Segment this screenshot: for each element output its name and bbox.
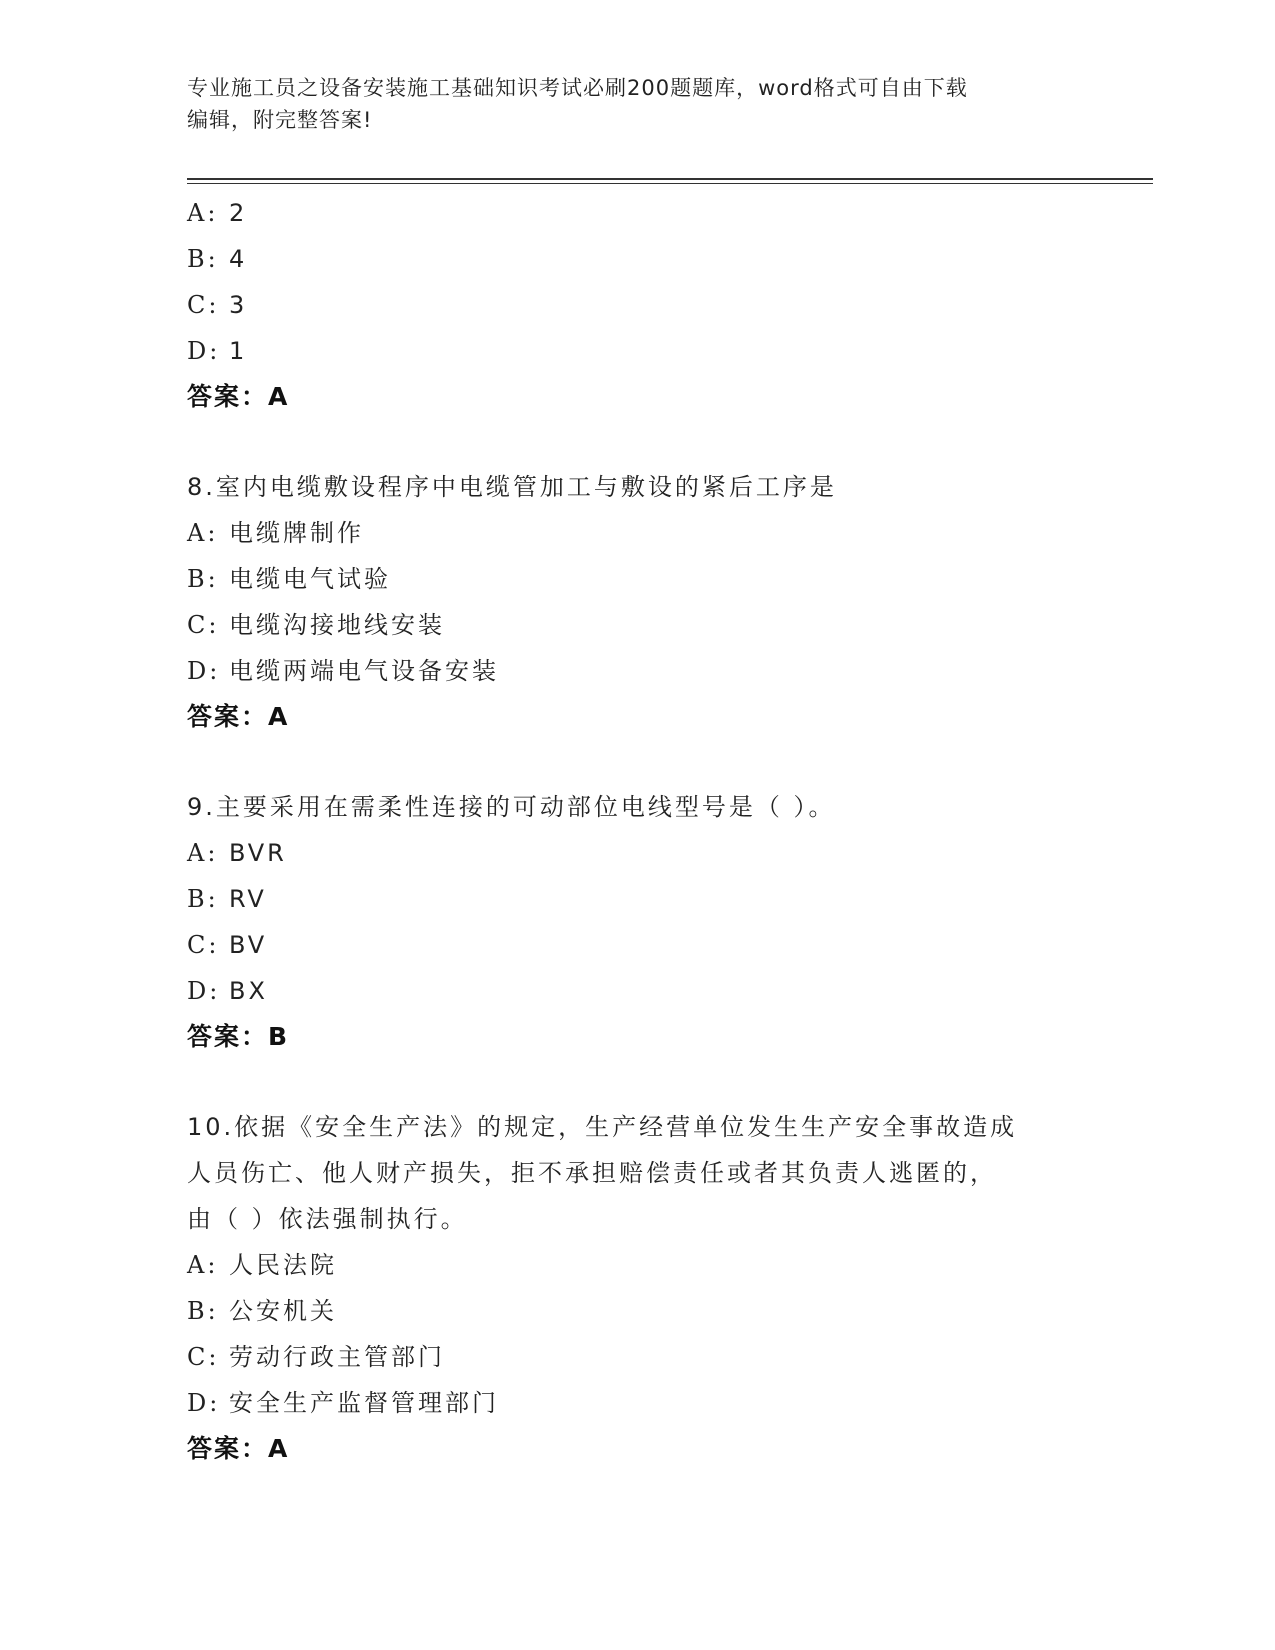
option-d	[187, 648, 1087, 694]
option-c	[187, 282, 1087, 328]
option-d	[187, 1380, 1087, 1426]
option-text: 公安机关	[229, 1297, 337, 1325]
question-8	[187, 464, 1087, 740]
option-text: 电缆牌制作	[229, 519, 364, 547]
option-text: BVR	[229, 839, 287, 867]
question-stem: 9.主要采用在需柔性连接的可动部位电线型号是（ ）。	[187, 793, 836, 821]
option-b	[187, 876, 1087, 922]
question-7	[187, 190, 1087, 420]
option-key: A:	[187, 519, 219, 547]
option-d	[187, 968, 1087, 1014]
question-stem: 8.室内电缆敷设程序中电缆管加工与敷设的紧后工序是	[187, 473, 837, 501]
option-a	[187, 510, 1087, 556]
question-10	[187, 1104, 1087, 1472]
option-b	[187, 556, 1087, 602]
header-divider	[187, 178, 1153, 184]
option-text: 劳动行政主管部门	[229, 1343, 445, 1371]
option-a	[187, 1242, 1087, 1288]
option-key: D:	[187, 337, 221, 365]
header-line-2: 编辑，附完整答案!	[187, 108, 373, 132]
option-key: C:	[187, 291, 220, 319]
option-key: A:	[187, 199, 219, 227]
option-text: 3	[229, 291, 248, 319]
option-key: B:	[187, 245, 219, 273]
option-text: BX	[229, 977, 268, 1005]
option-key: B:	[187, 1297, 219, 1325]
option-d	[187, 328, 1087, 374]
option-c	[187, 1334, 1087, 1380]
option-text: 1	[229, 337, 248, 365]
question-9	[187, 784, 1087, 1060]
option-key: C:	[187, 1343, 220, 1371]
option-text: 电缆沟接地线安装	[229, 611, 445, 639]
question-stem-line-3: 由（ ）依法强制执行。	[187, 1205, 468, 1233]
option-text: 电缆电气试验	[229, 565, 391, 593]
option-text: 安全生产监督管理部门	[229, 1389, 499, 1417]
option-text: BV	[229, 931, 268, 959]
option-text: 2	[229, 199, 248, 227]
option-c	[187, 922, 1087, 968]
option-a	[187, 190, 1087, 236]
option-a	[187, 830, 1087, 876]
option-key: D:	[187, 657, 221, 685]
answer-line: 答案：A	[187, 382, 290, 411]
document-header	[187, 72, 1067, 136]
option-text: 4	[229, 245, 248, 273]
option-b	[187, 1288, 1087, 1334]
option-key: C:	[187, 931, 220, 959]
option-b	[187, 236, 1087, 282]
option-text: RV	[229, 885, 267, 913]
option-c	[187, 602, 1087, 648]
answer-line: 答案：B	[187, 1022, 290, 1051]
option-key: A:	[187, 839, 219, 867]
answer-line: 答案：A	[187, 702, 290, 731]
option-text: 人民法院	[229, 1251, 337, 1279]
question-stem-line-2: 人员伤亡、他人财产损失，拒不承担赔偿责任或者其负责人逃匿的，	[187, 1159, 997, 1187]
option-text: 电缆两端电气设备安装	[229, 657, 499, 685]
header-line-1: 专业施工员之设备安装施工基础知识考试必刷200题题库，word格式可自由下载	[187, 76, 968, 100]
option-key: B:	[187, 885, 219, 913]
option-key: D:	[187, 1389, 221, 1417]
option-key: B:	[187, 565, 219, 593]
option-key: C:	[187, 611, 220, 639]
option-key: D:	[187, 977, 221, 1005]
question-stem-line-1: 10.依据《安全生产法》的规定，生产经营单位发生生产安全事故造成	[187, 1113, 1018, 1141]
option-key: A:	[187, 1251, 219, 1279]
answer-line: 答案：A	[187, 1434, 290, 1463]
question-list	[187, 190, 1087, 1472]
